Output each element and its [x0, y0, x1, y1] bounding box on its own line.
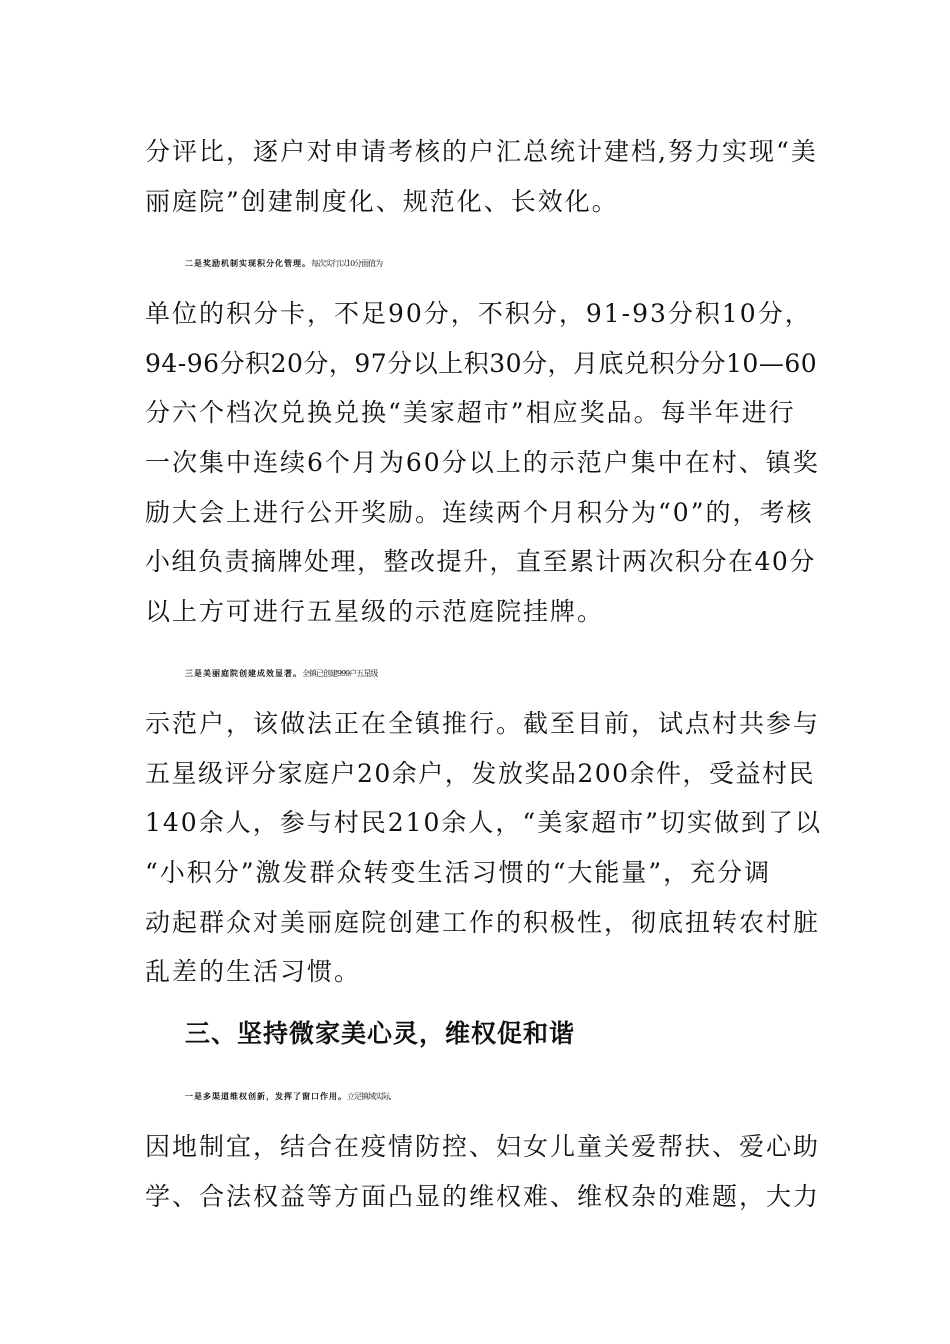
paragraph-line: 分评比，逐户对申请考核的户汇总统计建档,努力实现“美	[145, 137, 818, 166]
paragraph-line: 因地制宜，结合在疫情防控、妇女儿童关爱帮扶、爱心助	[145, 1132, 821, 1161]
paragraph-line: 励大会上进行公开奖励。连续两个月积分为“0”的，考核	[145, 498, 814, 527]
paragraph-line: 140余人，参与村民210余人，“美家超市”切实做到了以	[145, 808, 822, 837]
paragraph-line: 乱差的生活习惯。	[145, 957, 362, 986]
paragraph-text: 全镇已创建999户五星级	[302, 669, 378, 678]
bold-lead: 一是多渠道维权创新，发挥了窗口作用。	[185, 1092, 347, 1101]
paragraph-line: 一次集中连续6个月为60分以上的示范户集中在村、镇奖	[145, 448, 820, 477]
paragraph-line: 五星级评分家庭户20余户，发放奖品200余件，受益村民	[145, 759, 816, 788]
paragraph-text: 每次实行以10分面值为	[311, 259, 383, 268]
paragraph-line: 丽庭院”创建制度化、规范化、长效化。	[145, 187, 619, 216]
paragraph-first-line	[185, 247, 865, 281]
paragraph-line: 以上方可进行五星级的示范庭院挂牌。	[145, 597, 605, 626]
paragraph-line: 小组负责摘牌处理，整改提升，直至累计两次积分在40分	[145, 547, 816, 576]
bold-lead: 三是美丽庭院创建成效显著。	[185, 669, 302, 678]
paragraph-line: 动起群众对美丽庭院创建工作的积极性，彻底扭转农村脏	[145, 908, 821, 937]
paragraph-line: “小积分”激发群众转变生活习惯的“大能量”，充分调	[145, 858, 772, 887]
paragraph-line: 94-96分积20分，97分以上积30分，月底兑积分分10—60	[145, 349, 818, 378]
section-heading: 三、坚持微家美心灵，维权促和谐	[185, 1019, 576, 1048]
bold-lead: 二是奖励机制实现积分化管理。	[185, 259, 311, 268]
paragraph-first-line	[185, 1080, 865, 1114]
paragraph-line: 示范户，该做法正在全镇推行。截至目前，试点村共参与	[145, 709, 821, 738]
paragraph-first-line	[185, 657, 865, 691]
paragraph-line: 学、合法权益等方面凸显的维权难、维权杂的难题，大力	[145, 1182, 821, 1211]
paragraph-line: 单位的积分卡，不足90分，不积分，91-93分积10分，	[145, 299, 812, 328]
paragraph-text: 立足镇域实际,	[347, 1092, 391, 1101]
paragraph-line: 分六个档次兑换兑换“美家超市”相应奖品。每半年进行	[145, 398, 796, 427]
